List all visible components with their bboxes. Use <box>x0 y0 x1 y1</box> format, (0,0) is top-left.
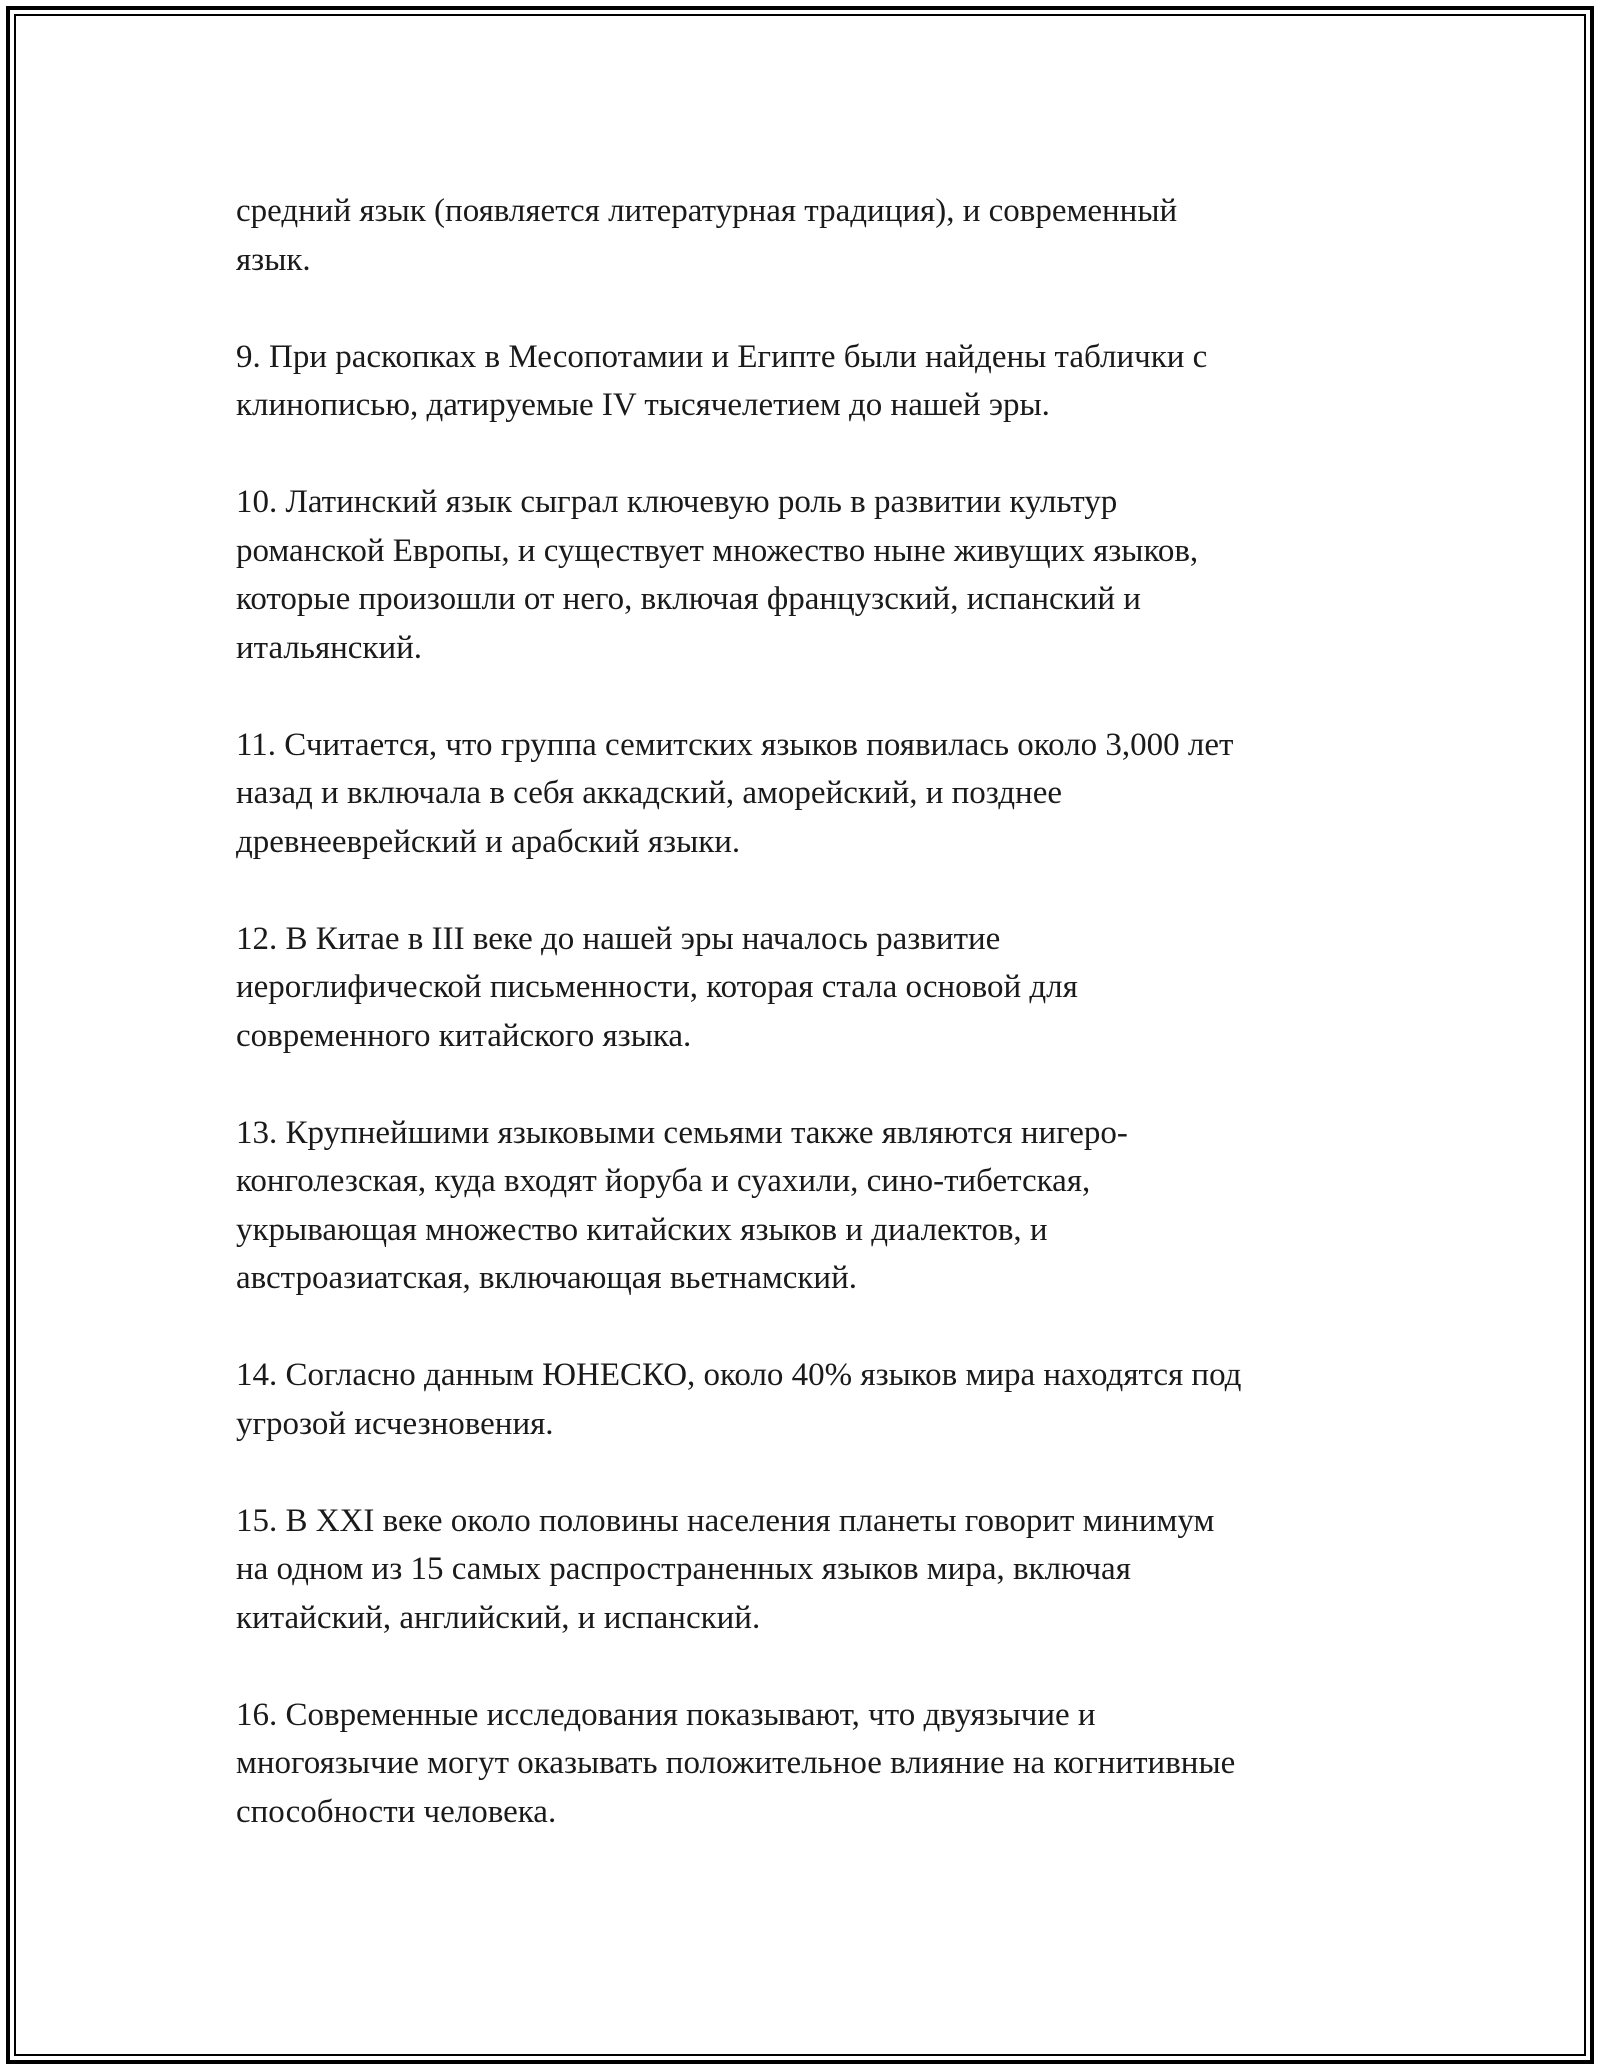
text-line: древнееврейский и арабский языки. <box>236 823 741 860</box>
text-line: современного китайского языка. <box>236 1017 692 1054</box>
text-line: 15. В XXI веке около половины населения планеты говорит минимум <box>236 1502 1215 1539</box>
paragraph-continuation <box>236 187 1376 284</box>
text-line: австроазиатская, включающая вьетнамский. <box>236 1260 857 1296</box>
text-line: клинописью, датируемые IV тысячелетием до нашей эры. <box>236 387 1050 423</box>
text-line: 14. Согласно данным ЮНЕСКО, около 40% языков мира находятся под <box>236 1357 1242 1393</box>
paragraph-item-13 <box>236 1109 1376 1303</box>
paragraph-item-16 <box>236 1691 1376 1837</box>
text-line: угрозой исчезновения. <box>236 1405 554 1442</box>
paragraph-item-11 <box>236 721 1376 867</box>
text-line: 11. Считается, что группа семитских языков появилась около 3,000 лет <box>236 726 1234 763</box>
paragraph-item-15 <box>236 1497 1376 1643</box>
text-line: назад и включала в себя аккадский, аморейский, и позднее <box>236 775 1062 811</box>
text-line: 10. Латинский язык сыграл ключевую роль в развитии культур <box>236 484 1118 520</box>
text-line: итальянский. <box>236 629 423 666</box>
paragraph-item-12 <box>236 915 1376 1061</box>
text-line: язык. <box>236 241 311 278</box>
text-line: 9. При раскопках в Месопотамии и Египте были найдены таблички с <box>236 338 1208 375</box>
paragraph-item-14 <box>236 1351 1376 1448</box>
text-line: которые произошли от него, включая французский, испанский и <box>236 581 1141 617</box>
paragraph-item-10 <box>236 478 1376 672</box>
text-line: укрывающая множество китайских языков и диалектов, и <box>236 1211 1048 1248</box>
text-line: на одном из 15 самых распространенных языков мира, включая <box>236 1551 1131 1587</box>
text-line: 16. Современные исследования показывают, что двуязычие и <box>236 1696 1096 1733</box>
text-line: средний язык (появляется литературная традиция), и современный <box>236 193 1178 229</box>
paragraph-item-9 <box>236 333 1376 430</box>
text-line: 12. В Китае в III веке до нашей эры началось развитие <box>236 920 1001 957</box>
text-line: китайский, английский, и испанский. <box>236 1599 761 1636</box>
document-body <box>236 187 1376 1836</box>
text-line: 13. Крупнейшими языковыми семьями также являются нигеро- <box>236 1114 1128 1151</box>
text-line: конголезская, куда входят йоруба и суахили, сино-тибетская, <box>236 1163 1091 1199</box>
text-line: романской Европы, и существует множество ныне живущих языков, <box>236 532 1199 569</box>
text-line: многоязычие могут оказывать положительное влияние на когнитивные <box>236 1745 1236 1781</box>
text-line: иероглифической письменности, которая стала основой для <box>236 969 1078 1005</box>
text-line: способности человека. <box>236 1793 557 1830</box>
